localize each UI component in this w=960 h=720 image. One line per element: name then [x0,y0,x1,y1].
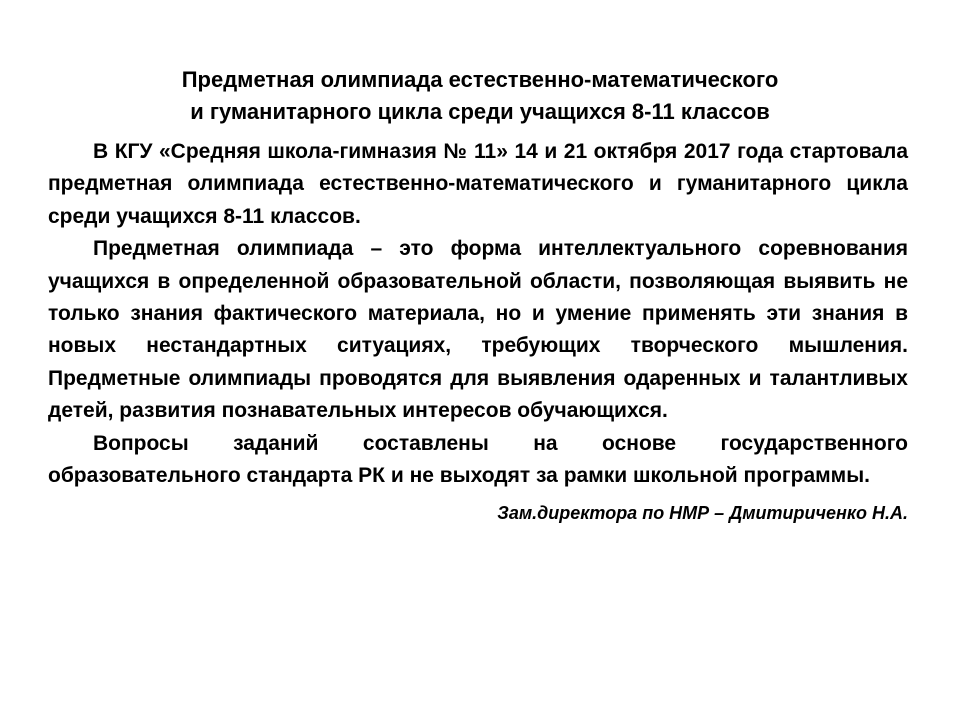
signature: Зам.директора по НМР – Дмитириченко Н.А. [497,503,908,524]
document-title [52,64,908,128]
paragraph-3: Вопросы заданий составлены на основе государственного образовательного стандарта РК и не выходят за рамки школьной программы. [48,431,908,488]
title-line-2: и гуманитарного цикла среди учащихся 8-11 классов [190,99,770,124]
paragraph-2: Предметная олимпиада – это форма интеллектуального соревнования учащихся в определенной образовательной области, позволяющая выявить не только знания фактического материала, но и умение применять эти знания в новых нестандартных ситуациях, требующих творческого мышления. Предметные олимпиады проводятся для выявления одаренных и талантливых детей, развития познавательных интересов обучающихся. [48,237,908,423]
document-body [48,136,908,526]
paragraph-1: В КГУ «Средняя школа-гимназия № 11» 14 и 21 октября 2017 года стартовала предметная олимпиада естественно-математического и гуманитарного цикла среди учащихся 8-11 классов. [48,140,908,228]
title-line-1: Предметная олимпиада естественно-математического [181,67,779,92]
